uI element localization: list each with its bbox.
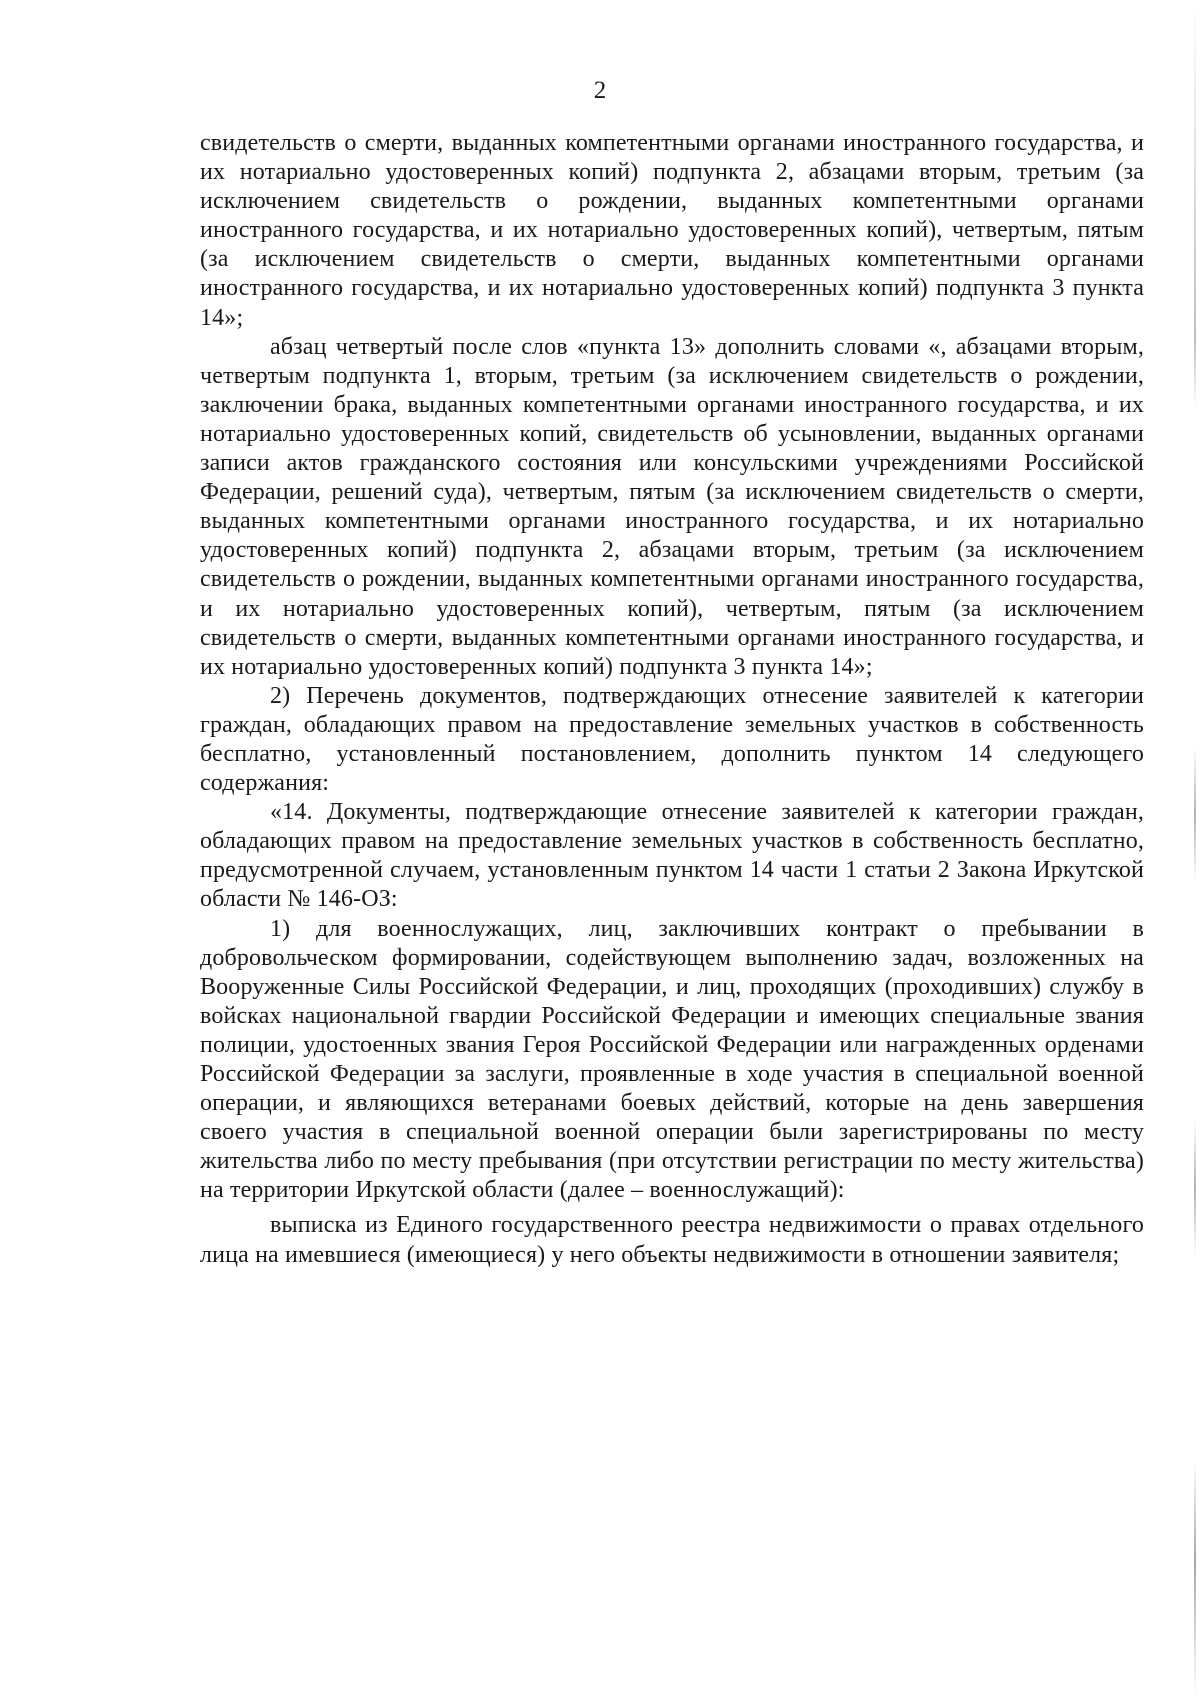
document-body	[200, 129, 1144, 1270]
scan-edge-artifact	[1194, 0, 1196, 1697]
page-number: 2	[593, 77, 607, 104]
paragraph-abzac-chetvertyj: абзац четвертый после слов «пункта 13» дополнить словами «, абзацами вторым, четвертым подпункта 1, вторым, третьим (за исключением свидетельств о рождении, заключении брака, выданных компетентными органами иностранного государства, и их нотариально удостоверенных копий, свидетельств об усыновлении, выданных органами записи актов гражданского состояния или консульскими учреждениями Российской Федерации, решений суда), четвертым, пятым (за исключением свидетельств о смерти, выданных компетентными органами иностранного государства, и их нотариально удостоверенных копий) подпункта 2, абзацами вторым, третьим (за исключением свидетельств о рождении, выданных компетентными органами иностранного государства, и их нотариально удостоверенных копий), четвертым, пятым (за исключением свидетельств о смерти, выданных компетентными органами иностранного государства, и их нотариально удостоверенных копий) подпункта 3 пункта 14»;	[200, 333, 1144, 680]
paragraph-item-2-perechen: 2) Перечень документов, подтверждающих отнесение заявителей к категории граждан, обладающих правом на предоставление земельных участков в собственность бесплатно, установленный постановлением, дополнить пунктом 14 следующего содержания:	[200, 682, 1144, 797]
paragraph-punkt-14: «14. Документы, подтверждающие отнесение заявителей к категории граждан, обладающих правом на предоставление земельных участков в собственность бесплатно, предусмотренной случаем, установленным пунктом 14 части 1 статьи 2 Закона Иркутской области № 146-ОЗ:	[200, 799, 1144, 913]
paragraph-vypiska-egrn: выписка из Единого государственного реестра недвижимости о правах отдельного лица на имевшиеся (имеющиеся) у него объекты недвижимости в отношении заявителя;	[200, 1212, 1144, 1268]
paragraph-continuation: свидетельств о смерти, выданных компетентными органами иностранного государства, и их нотариально удостоверенных копий) подпункта 2, абзацами вторым, третьим (за исключением свидетельств о рождении, выданных компетентными органами иностранного государства, и их нотариально удостоверенных копий), четвертым, пятым (за исключением свидетельств о смерти, выданных компетентными органами иностранного государства, и их нотариально удостоверенных копий) подпункта 3 пункта 14»;	[200, 130, 1144, 331]
paragraph-subitem-1-military: 1) для военнослужащих, лиц, заключивших контракт о пребывании в добровольческом формировании, содействующем выполнению задач, возложенных на Вооруженные Силы Российской Федерации, и лиц, проходящих (проходивших) службу в войсках национальной гвардии Российской Федерации и имеющих специальные звания полиции, удостоенных звания Героя Российской Федерации или награжденных орденами Российской Федерации за заслуги, проявленные в ходе участия в специальной военной операции, и являющихся ветеранами боевых действий, которые на день завершения своего участия в специальной военной операции были зарегистрированы по месту жительства либо по месту пребывания (при отсутствии регистрации по месту жительства) на территории Иркутской области (далее – военнослужащий):	[200, 915, 1144, 1204]
